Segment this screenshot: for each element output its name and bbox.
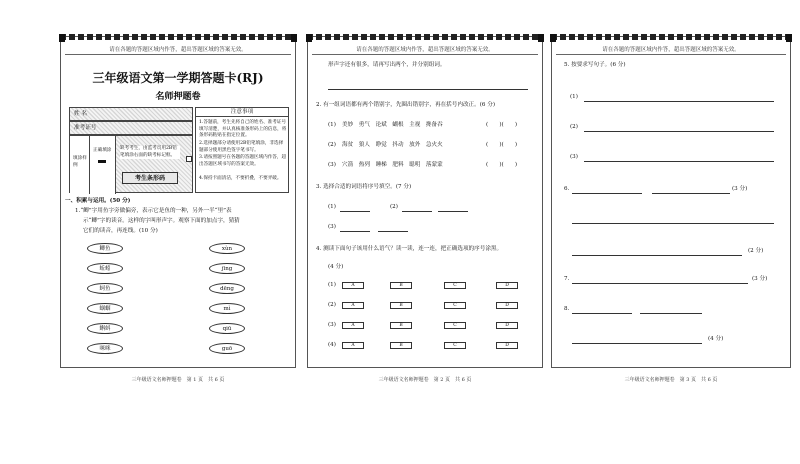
barcode-area [69, 135, 193, 193]
correct-fill-label: 正确填涂 [93, 148, 112, 153]
answer-line[interactable] [584, 161, 774, 162]
answer-line[interactable] [572, 255, 742, 256]
answer-line[interactable] [572, 223, 774, 224]
question-5: 5. 按要求写句子。(6 分) [564, 62, 626, 68]
q2-row-label: (1) [328, 122, 336, 128]
answer-line[interactable] [340, 231, 370, 232]
answer-sheet-page-3 [551, 36, 791, 383]
question-8: 8. [564, 306, 570, 312]
option-a-box[interactable]: A [342, 302, 364, 309]
exam-number-label: 准考证号 [74, 125, 97, 131]
option-d-box[interactable]: D [496, 282, 518, 289]
q2-row-label: (3) [328, 162, 336, 168]
header-note: 请在各题的答题区域内作答，超出答题区域的答案无效。 [602, 47, 740, 53]
answer-line[interactable] [572, 343, 702, 344]
name-row[interactable] [69, 107, 193, 121]
section-1-heading: 一、积累与运用。(50 分) [65, 198, 131, 204]
corner-mark [59, 34, 65, 42]
q4-row-label: (3) [328, 322, 336, 328]
option-c-box[interactable]: C [444, 302, 466, 309]
answer-line[interactable] [640, 313, 702, 314]
notice-title: 注意事项 [196, 108, 288, 117]
option-b-box[interactable]: B [390, 282, 412, 289]
q3-label: (1) [328, 204, 336, 210]
option-c-box[interactable]: C [444, 342, 466, 349]
option-c-box[interactable]: C [444, 322, 466, 329]
option-b-box[interactable]: B [390, 322, 412, 329]
corner-mark [786, 34, 792, 42]
word-oval[interactable]: 蝈蝈 [87, 303, 123, 314]
question-2: 2. 有一组词语都有两个错别字，先圈出错别字，再在括号内改正。(6 分) [316, 102, 496, 108]
missing-mark-box[interactable] [186, 156, 192, 162]
q6-score: (2 分) [748, 248, 764, 254]
corner-mark [291, 34, 297, 42]
answer-line[interactable] [572, 193, 642, 194]
header-note: 请在各题的答题区域内作答，超出答题区域的答案无效。 [356, 47, 494, 53]
question-3: 3. 选择合适的词语将序号填空。(7 分) [316, 184, 412, 190]
pinyin-oval[interactable]: xùn [209, 243, 245, 254]
correct-fill-cell [90, 136, 116, 194]
question-1-line: 示“鲫”字的读音。这样的字叫形声字。观察下面的加点字，猜猜 [83, 218, 240, 224]
pinyin-oval[interactable]: dēng [209, 283, 245, 294]
question-4-score: (4 分) [328, 264, 344, 270]
question-1-line: 它们的读音，再连线。(10 分) [83, 228, 158, 234]
corner-mark [550, 34, 556, 42]
pinyin-oval[interactable]: jīng [209, 263, 245, 274]
option-d-box[interactable]: D [496, 322, 518, 329]
top-dash-border [551, 34, 791, 40]
q6-score: (3 分) [732, 186, 748, 192]
q4-row-label: (4) [328, 342, 336, 348]
notice-item: 4.保持卡面清洁，不要折叠，不要弄破。 [199, 176, 282, 181]
answer-line[interactable] [402, 211, 432, 212]
option-b-box[interactable]: B [390, 342, 412, 349]
option-b-box[interactable]: B [390, 302, 412, 309]
notice-item: 2.选择题部分请使用2B铅笔填涂，非选择题部分使用黑色签字笔书写。 [199, 141, 284, 153]
intro-text: 形声字还有很多，请再写出两个，并分别组词。 [328, 62, 446, 68]
question-1-line: 1.“鲫”字用鱼字旁做偏旁，表示它是鱼的一种，另外一半“里”表 [75, 208, 232, 214]
option-d-box[interactable]: D [496, 342, 518, 349]
q2-row-words: 美妙 勇气 论斌 蝴根 主视 搀备吞 [342, 122, 443, 128]
top-dash-border [307, 34, 543, 40]
word-oval[interactable]: 鲫鱼 [87, 243, 123, 254]
page-footer: 三年级语文名师押题卷 第 3 页 共 6 页 [624, 377, 718, 383]
answer-line[interactable] [378, 231, 408, 232]
page-footer: 三年级语文名师押题卷 第 2 页 共 6 页 [378, 377, 472, 383]
q3-label: (3) [328, 224, 336, 230]
fill-example-label: 填涂样例 [73, 156, 87, 168]
answer-line[interactable] [572, 283, 748, 284]
q8-score: (4 分) [708, 336, 724, 342]
q2-row-paren[interactable]: ( )( ) [486, 122, 518, 128]
barcode-stamp: 考生条形码 [122, 172, 178, 184]
word-oval[interactable]: 蚵鱼 [87, 283, 123, 294]
q3-label: (2) [390, 204, 398, 210]
q5-label: (1) [570, 94, 578, 100]
answer-line[interactable] [652, 193, 730, 194]
q5-label: (3) [570, 154, 578, 160]
header-divider [65, 54, 291, 55]
missing-note: 缺考考生，由监考员用2B铅笔填涂右面的缺考标记框。 [120, 146, 180, 159]
fill-example-cell [70, 136, 90, 194]
answer-sheet-page-1 [60, 36, 296, 383]
answer-line[interactable] [328, 89, 528, 90]
option-a-box[interactable]: A [342, 342, 364, 349]
q2-row-label: (2) [328, 142, 336, 148]
answer-line[interactable] [438, 211, 468, 212]
notice-box [195, 107, 289, 193]
q7-score: (3 分) [752, 276, 768, 282]
page-footer: 三年级语文名师押题卷 第 1 页 共 6 页 [131, 377, 225, 383]
answer-line[interactable] [340, 211, 370, 212]
pinyin-oval[interactable]: qiū [209, 323, 245, 334]
option-c-box[interactable]: C [444, 282, 466, 289]
notice-item: 3.请按照题号在各题的答题区域内作答，超出答题区域书写的答案无效。 [199, 155, 287, 167]
word-oval[interactable]: 咪咪 [87, 343, 123, 354]
header-note: 请在各题的答题区域内作答，超出答题区域的答案无效。 [109, 47, 247, 53]
exam-number-row[interactable] [69, 121, 193, 135]
answer-sheet-page-2 [307, 36, 543, 383]
q4-row-label: (1) [328, 282, 336, 288]
word-oval[interactable]: 蝌蚪 [87, 323, 123, 334]
q2-row-paren[interactable]: ( )( ) [486, 162, 518, 168]
name-label: 姓 名 [74, 111, 87, 117]
top-dash-border [60, 34, 296, 40]
header-divider [312, 54, 538, 55]
pinyin-oval[interactable]: guō [209, 343, 245, 354]
q5-label: (2) [570, 124, 578, 130]
q4-row-label: (2) [328, 302, 336, 308]
corner-mark [306, 34, 312, 42]
header-divider [556, 54, 786, 55]
answer-line[interactable] [584, 101, 774, 102]
question-7: 7. [564, 276, 570, 282]
correct-fill-mark [98, 160, 106, 163]
answer-line[interactable] [584, 131, 774, 132]
question-6: 6. [564, 186, 570, 192]
q2-row-paren[interactable]: ( )( ) [486, 142, 518, 148]
notice-item: 1.答题前，考生先将自己的姓名、准考证号填写清楚，并认真核准条形码上的信息，将条形码粘贴在指定位置。 [199, 120, 287, 138]
page-title: 三年级语文第一学期答题卡(RJ) [92, 71, 264, 85]
q2-row-words: 穴箭 热列 睡梯 肥料 聪明 落蒙蒙 [342, 162, 443, 168]
word-oval[interactable]: 蚯蚓 [87, 263, 123, 274]
pinyin-oval[interactable]: mì [209, 303, 245, 314]
option-a-box[interactable]: A [342, 282, 364, 289]
page-subtitle: 名师押题卷 [155, 92, 201, 102]
option-a-box[interactable]: A [342, 322, 364, 329]
answer-line[interactable] [572, 313, 632, 314]
q2-row-words: 海贫 狼人 睁觉 抖动 放外 急火火 [342, 142, 443, 148]
option-d-box[interactable]: D [496, 302, 518, 309]
corner-mark [538, 34, 544, 42]
question-4: 4. 测读下面句子该用什么语气？读一读，连一连，把正确选项的序号涂黑。 [316, 246, 503, 252]
